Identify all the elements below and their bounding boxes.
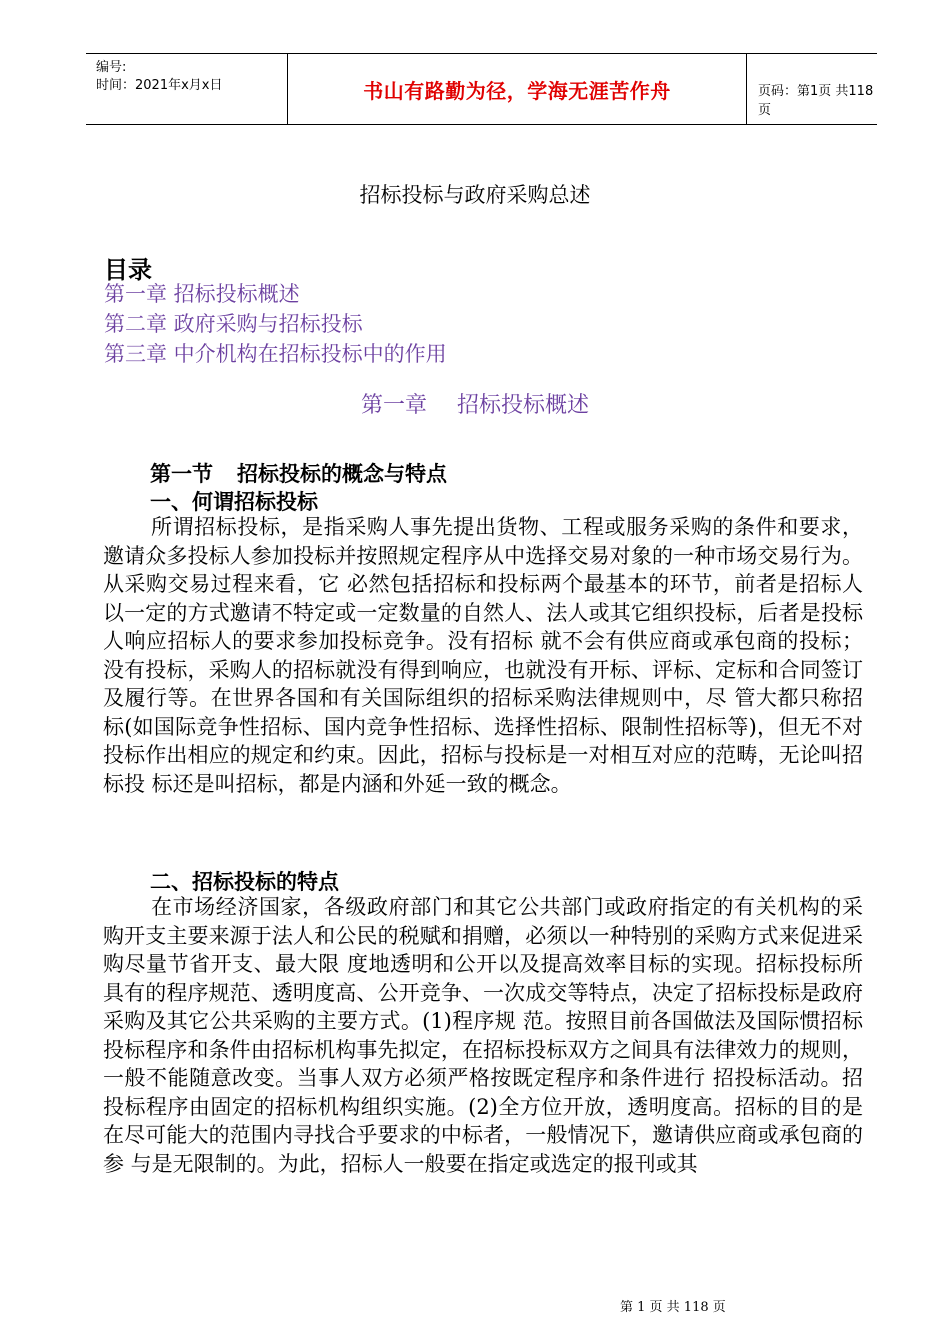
chapter-name: 招标投标概述 <box>457 393 590 418</box>
document-title: 招标投标与政府采购总述 <box>359 183 591 207</box>
toc-item-chapter-2[interactable]: 第二章 政府采购与招标投标 <box>104 312 363 336</box>
section-heading <box>150 458 447 488</box>
number-label: 编号: <box>96 60 127 75</box>
toc-item-chapter-3[interactable]: 第三章 中介机构在招标投标中的作用 <box>104 342 447 366</box>
header-motto: 书山有路勤为径，学海无涯苦作舟 <box>287 54 747 124</box>
header-meta <box>96 59 222 95</box>
chapter-heading <box>0 388 950 419</box>
subsection-1-body: 所谓招标投标，是指采购人事先提出货物、工程或服务采购的条件和要求，邀请众多投标人参加投标并按照规定程序从中选择交易对象的一种市场交易行为。从采购交易过程来看，它 必然包括招标和投标两个最基本的环节，前者是招标人以一定的方式邀请不特定或一定数量的自然人、法人或其它组织投标，后者是投标人响应招标人的要求参加投标竞争。没有招标 就不会有供应商或承包商的投标；没有投标，采购人的招标就没有得到响应，也就没有开标、评标、定标和合同签订及履行等。在世界各国和有关国际组织的招标采购法律规则中，尽 管大都只称招标(如国际竞争性招标、国内竞争性招标、选择性招标、限制性招标等)，但无不对投标作出相应的规定和约束。因此，招标与投标是一对相互对应的范畴，无论叫招标投 标还是叫招标，都是内涵和外延一致的概念。 <box>103 515 863 796</box>
toc-title: 目录 <box>104 256 152 284</box>
header-table <box>86 53 877 125</box>
subsection-2-heading: 二、招标投标的特点 <box>150 870 339 894</box>
header-page-info: 页码：第1页 共118页 <box>758 84 874 118</box>
chapter-number: 第一章 <box>360 393 427 418</box>
toc-item-chapter-1[interactable]: 第一章 招标投标概述 <box>104 282 300 306</box>
subsection-1-heading: 一、何谓招标投标 <box>150 490 318 514</box>
table-of-contents <box>104 279 447 369</box>
subsection-2-body: 在市场经济国家，各级政府部门和其它公共部门或政府指定的有关机构的采购开支主要来源于法人和公民的税赋和捐赠，必须以一种特别的采购方式来促进采购尽量节省开支、最大限 度地透明和公开以及提高效率目标的实现。招标投标所具有的程序规范、透明度高、公开竞争、一次成交等特点，决定了招标投标是政府采购及其它公共采购的主要方式。(1)程序规 范。按照目前各国做法及国际惯招标投标程序和条件由招标机构事先拟定，在招标投标双方之间具有法律效力的规则，一般不能随意改变。当事人双方必须严格按既定程序和条件进行 招投标活动。招投标程序由固定的招标机构组织实施。(2)全方位开放，透明度高。招标的目的是在尽可能大的范围内寻找合乎要求的中标者，一般情况下，邀请供应商或承包商的参 与是无限制的。为此，招标人一般要在指定或选定的报刊或其 <box>103 895 863 1176</box>
section-name: 招标投标的概念与特点 <box>237 462 447 486</box>
section-number: 第一节 <box>150 462 213 486</box>
page-footer: 第 1 页 共 118 页 <box>620 1300 726 1315</box>
time-label: 时间：2021年x月x日 <box>96 78 223 93</box>
